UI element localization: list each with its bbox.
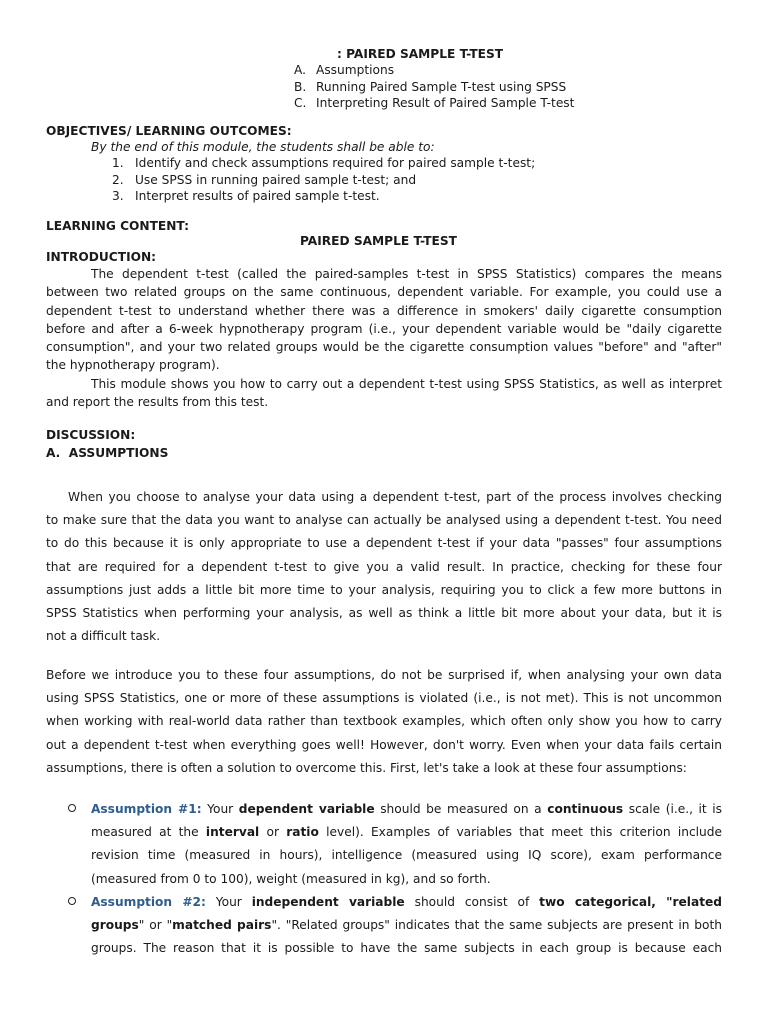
assumption-2-label: Assumption #2: xyxy=(91,895,206,909)
text-run: scale (i.e., it is xyxy=(623,802,723,816)
text-line: before and after a 6-week hypnotherapy program (i.e., your dependent variable would be "daily cigarette xyxy=(46,321,722,336)
text-line: This module shows you how to carry out a dependent t-test using SPSS Statistics, as well as interpret xyxy=(91,376,722,391)
objective-num: 3. xyxy=(112,189,124,203)
discussion-paragraph-1 xyxy=(46,486,722,648)
bullet-circle-icon xyxy=(68,804,76,812)
text-line: when working with real-world data rather than textbook examples, which often only show you how to carry xyxy=(46,714,722,729)
text-run: Your xyxy=(201,802,239,816)
text-run: ". "Related groups" indicates that the same subjects are present in both xyxy=(271,918,722,933)
objective-text: Identify and check assumptions required for paired sample t-test; xyxy=(135,156,536,170)
text-line: SPSS Statistics when performing your analysis, as well as think a little bit more about your data, but it is xyxy=(46,606,722,621)
text-run: should consist of xyxy=(404,895,540,909)
text-run: measured at the xyxy=(91,825,206,840)
text-run: groups xyxy=(91,918,139,933)
text-line xyxy=(91,914,722,937)
text-line: to make sure that the data you want to analyse can actually be analysed using a dependent t-test. You need xyxy=(46,513,722,528)
text-run: , " xyxy=(651,895,673,909)
text-line: and report the results from this test. xyxy=(46,395,269,410)
topic-text: Assumptions xyxy=(316,63,395,77)
text-line: Before we introduce you to these four assumptions, do not be surprised if, when analysing your own data xyxy=(46,668,722,682)
introduction-heading: INTRODUCTION: xyxy=(46,250,157,264)
text-line: that are required for a dependent t-test to give you a valid result. In practice, checking for these four xyxy=(46,559,722,574)
text-line xyxy=(91,821,722,844)
text-line: When you choose to analyse your data using a dependent t-test, part of the process involves checking xyxy=(68,490,722,504)
text-line: The dependent t-test (called the paired-samples t-test in SPSS Statistics) compares the means xyxy=(91,267,722,281)
text-run: matched pairs xyxy=(172,918,272,933)
text-run: or xyxy=(259,825,287,840)
introduction-paragraph xyxy=(46,265,722,411)
text-line: consumption", and your two related groups would be the cigarette consumption values "before" and "after" xyxy=(46,340,722,355)
assumptions-heading: A. ASSUMPTIONS xyxy=(46,446,169,460)
topic-letter: B. xyxy=(294,79,307,94)
text-line: to do this because it is only appropriate to use a dependent t-test if your data "passes" four assumptions xyxy=(46,536,722,551)
objectives-intro: By the end of this module, the students shall be able to: xyxy=(91,140,435,154)
text-line: dependent t-test to understand whether there was a difference in smokers' daily cigarette consumption xyxy=(46,303,722,318)
text-line xyxy=(91,798,722,821)
text-line: not a difficult task. xyxy=(46,629,161,644)
topic-text: Running Paired Sample T-test using SPSS xyxy=(316,79,567,94)
text-line: using SPSS Statistics, one or more of these assumptions is violated (i.e., is not met). This is not uncommon xyxy=(46,691,722,706)
module-title: : PAIRED SAMPLE T-TEST xyxy=(337,47,504,61)
objectives-heading: OBJECTIVES/ LEARNING OUTCOMES: xyxy=(46,124,292,138)
topic-letter: C. xyxy=(294,96,307,110)
text-line: revision time (measured in hours), intelligence (measured using IQ score), exam performance xyxy=(91,848,722,863)
text-run: related xyxy=(672,895,723,909)
text-line: out a dependent t-test when everything goes well! However, don't worry. Even when your data fails certain xyxy=(46,737,722,752)
objective-text: Use SPSS in running paired sample t-test; and xyxy=(135,172,417,187)
text-line: the hypnotherapy program). xyxy=(46,358,220,373)
text-line: between two related groups on the same continuous, dependent variable. For example, you could use a xyxy=(46,285,722,300)
text-line: (measured from 0 to 100), weight (measured in kg), and so forth. xyxy=(91,871,491,886)
discussion-paragraph-2 xyxy=(46,664,722,780)
text-run: interval xyxy=(205,825,260,840)
text-run: should be measured on a xyxy=(374,802,548,816)
topic-list xyxy=(294,63,574,113)
objective-num: 1. xyxy=(112,156,124,170)
text-run: two categorical xyxy=(539,895,652,909)
text-run: " or " xyxy=(138,918,173,933)
objective-num: 2. xyxy=(112,172,124,187)
text-line: groups. The reason that it is possible to have the same subjects in each group is because each xyxy=(91,941,722,956)
text-run: independent variable xyxy=(251,895,405,909)
text-run: ratio xyxy=(286,825,319,840)
section-title: PAIRED SAMPLE T-TEST xyxy=(300,234,457,248)
text-line: assumptions just adds a little bit more time to your analysis, requiring you to click a few more buttons in xyxy=(46,582,722,597)
discussion-heading: DISCUSSION: xyxy=(46,428,136,442)
assumption-2-item xyxy=(91,891,722,961)
text-line: assumptions, there is often a solution to overcome this. First, let's take a look at these four assumptions: xyxy=(46,760,687,775)
text-run: continuous xyxy=(547,802,624,816)
objective-text: Interpret results of paired sample t-test. xyxy=(135,189,380,203)
objectives-list xyxy=(112,156,535,206)
text-line xyxy=(91,891,722,914)
topic-text: Interpreting Result of Paired Sample T-test xyxy=(316,96,575,110)
text-run: level). Examples of variables that meet this criterion include xyxy=(318,825,722,840)
assumption-1-item xyxy=(91,798,722,891)
text-run: Your xyxy=(205,895,252,909)
text-run: dependent variable xyxy=(238,802,375,816)
learning-content-heading: LEARNING CONTENT: xyxy=(46,219,189,233)
assumption-1-label: Assumption #1: xyxy=(91,802,202,816)
topic-letter: A. xyxy=(294,63,306,77)
bullet-circle-icon xyxy=(68,897,76,905)
